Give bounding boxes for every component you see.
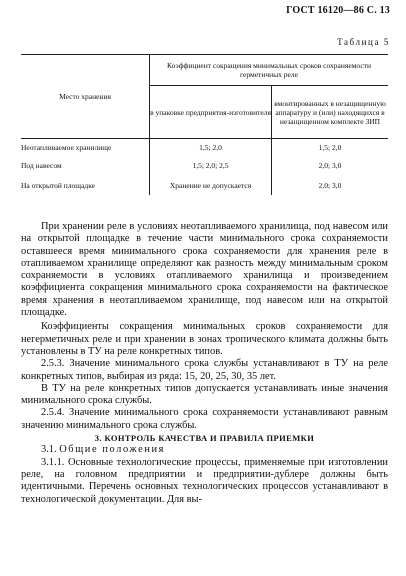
paragraph: 3.1.1. Основные технологические процессы, применяемые при изготовлении реле, на головном предприятии и предприятии-дублере должны быть идентичными. Перечень основных технологических процессов устанавливают в технологической документации. Для вы- bbox=[21, 456, 388, 505]
column-header-place: Место хранения bbox=[21, 55, 150, 139]
subsection-title: Общие положения bbox=[59, 444, 166, 456]
paragraph: Коэффициенты сокращения минимальных сроков сохраняемости для негерметичных реле и при хранении в зонах тропического климата должны быть установлены в ТУ на реле конкретных типов. bbox=[21, 321, 388, 357]
cell-package: 1,5; 2,0; 2,5 bbox=[150, 155, 272, 175]
cell-place: Под навесом bbox=[21, 160, 62, 170]
column-header-package: в упаковке предприятия-изготовителя bbox=[150, 86, 272, 139]
table-header-row bbox=[21, 55, 388, 86]
subsection-number: 3.1. bbox=[41, 444, 57, 456]
cell-place: Неотапливаемое хранилище bbox=[21, 139, 150, 156]
cell-mounted: 1,5; 2,0 bbox=[272, 139, 389, 156]
cell-mounted: 2,0; 3,0 bbox=[272, 175, 389, 195]
page-header: ГОСТ 16120—86 С. 13 bbox=[286, 5, 390, 16]
section-title: 3. КОНТРОЛЬ КАЧЕСТВА И ПРАВИЛА ПРИЕМКИ bbox=[94, 433, 315, 444]
paragraph: 2.5.3. Значение минимального срока службы устанавливают в ТУ на реле конкретных типов, выбирая из ряда: 15, 20, 25, 30, 35 лет. bbox=[21, 358, 388, 382]
cell-mounted: 2,0; 3,0 bbox=[272, 155, 389, 175]
paragraph: 2.5.4. Значение минимального срока сохраняемости устанавливают равным значению минимального срока службы. bbox=[21, 407, 388, 431]
paragraph: При хранении реле в условиях неотапливаемого хранилища, под навесом или на открытой площадке в течение части минимального срока сохраняемости оставшееся время минимального срока сохраняемости для хранения реле в отапливаемом хранилище определяют как разность между минимальным сроком сохраняемости в условиях отапливаемого хранилища и произведением коэффициента сокращения минимального срока сохраняемости на фактическое время хранения в неотапливаемом хранилище, под навесом или на открытой площадке. bbox=[21, 221, 388, 319]
column-header-mounted: вмонтированных в незащищенную аппаратуру и (или) находящихся в незащищенном комплекте ЗИП bbox=[272, 86, 389, 139]
table-row bbox=[21, 139, 388, 156]
table-row bbox=[21, 175, 388, 195]
cell-place: На открытой площадке bbox=[21, 180, 96, 190]
storage-coefficients-table bbox=[21, 54, 388, 195]
subsection-heading bbox=[21, 444, 388, 456]
column-header-group: Коэффициент сокращения минимальных сроков сохраняемости герметичных реле bbox=[150, 55, 389, 86]
table-row bbox=[21, 155, 388, 175]
cell-package: Хранение не допускается bbox=[150, 175, 272, 195]
table-label: Таблица 5 bbox=[337, 37, 390, 47]
body-text bbox=[21, 221, 388, 506]
cell-package: 1,5; 2,0 bbox=[150, 139, 272, 156]
paragraph: В ТУ на реле конкретных типов допускается устанавливать иные значения минимального срока службы. bbox=[21, 382, 388, 407]
